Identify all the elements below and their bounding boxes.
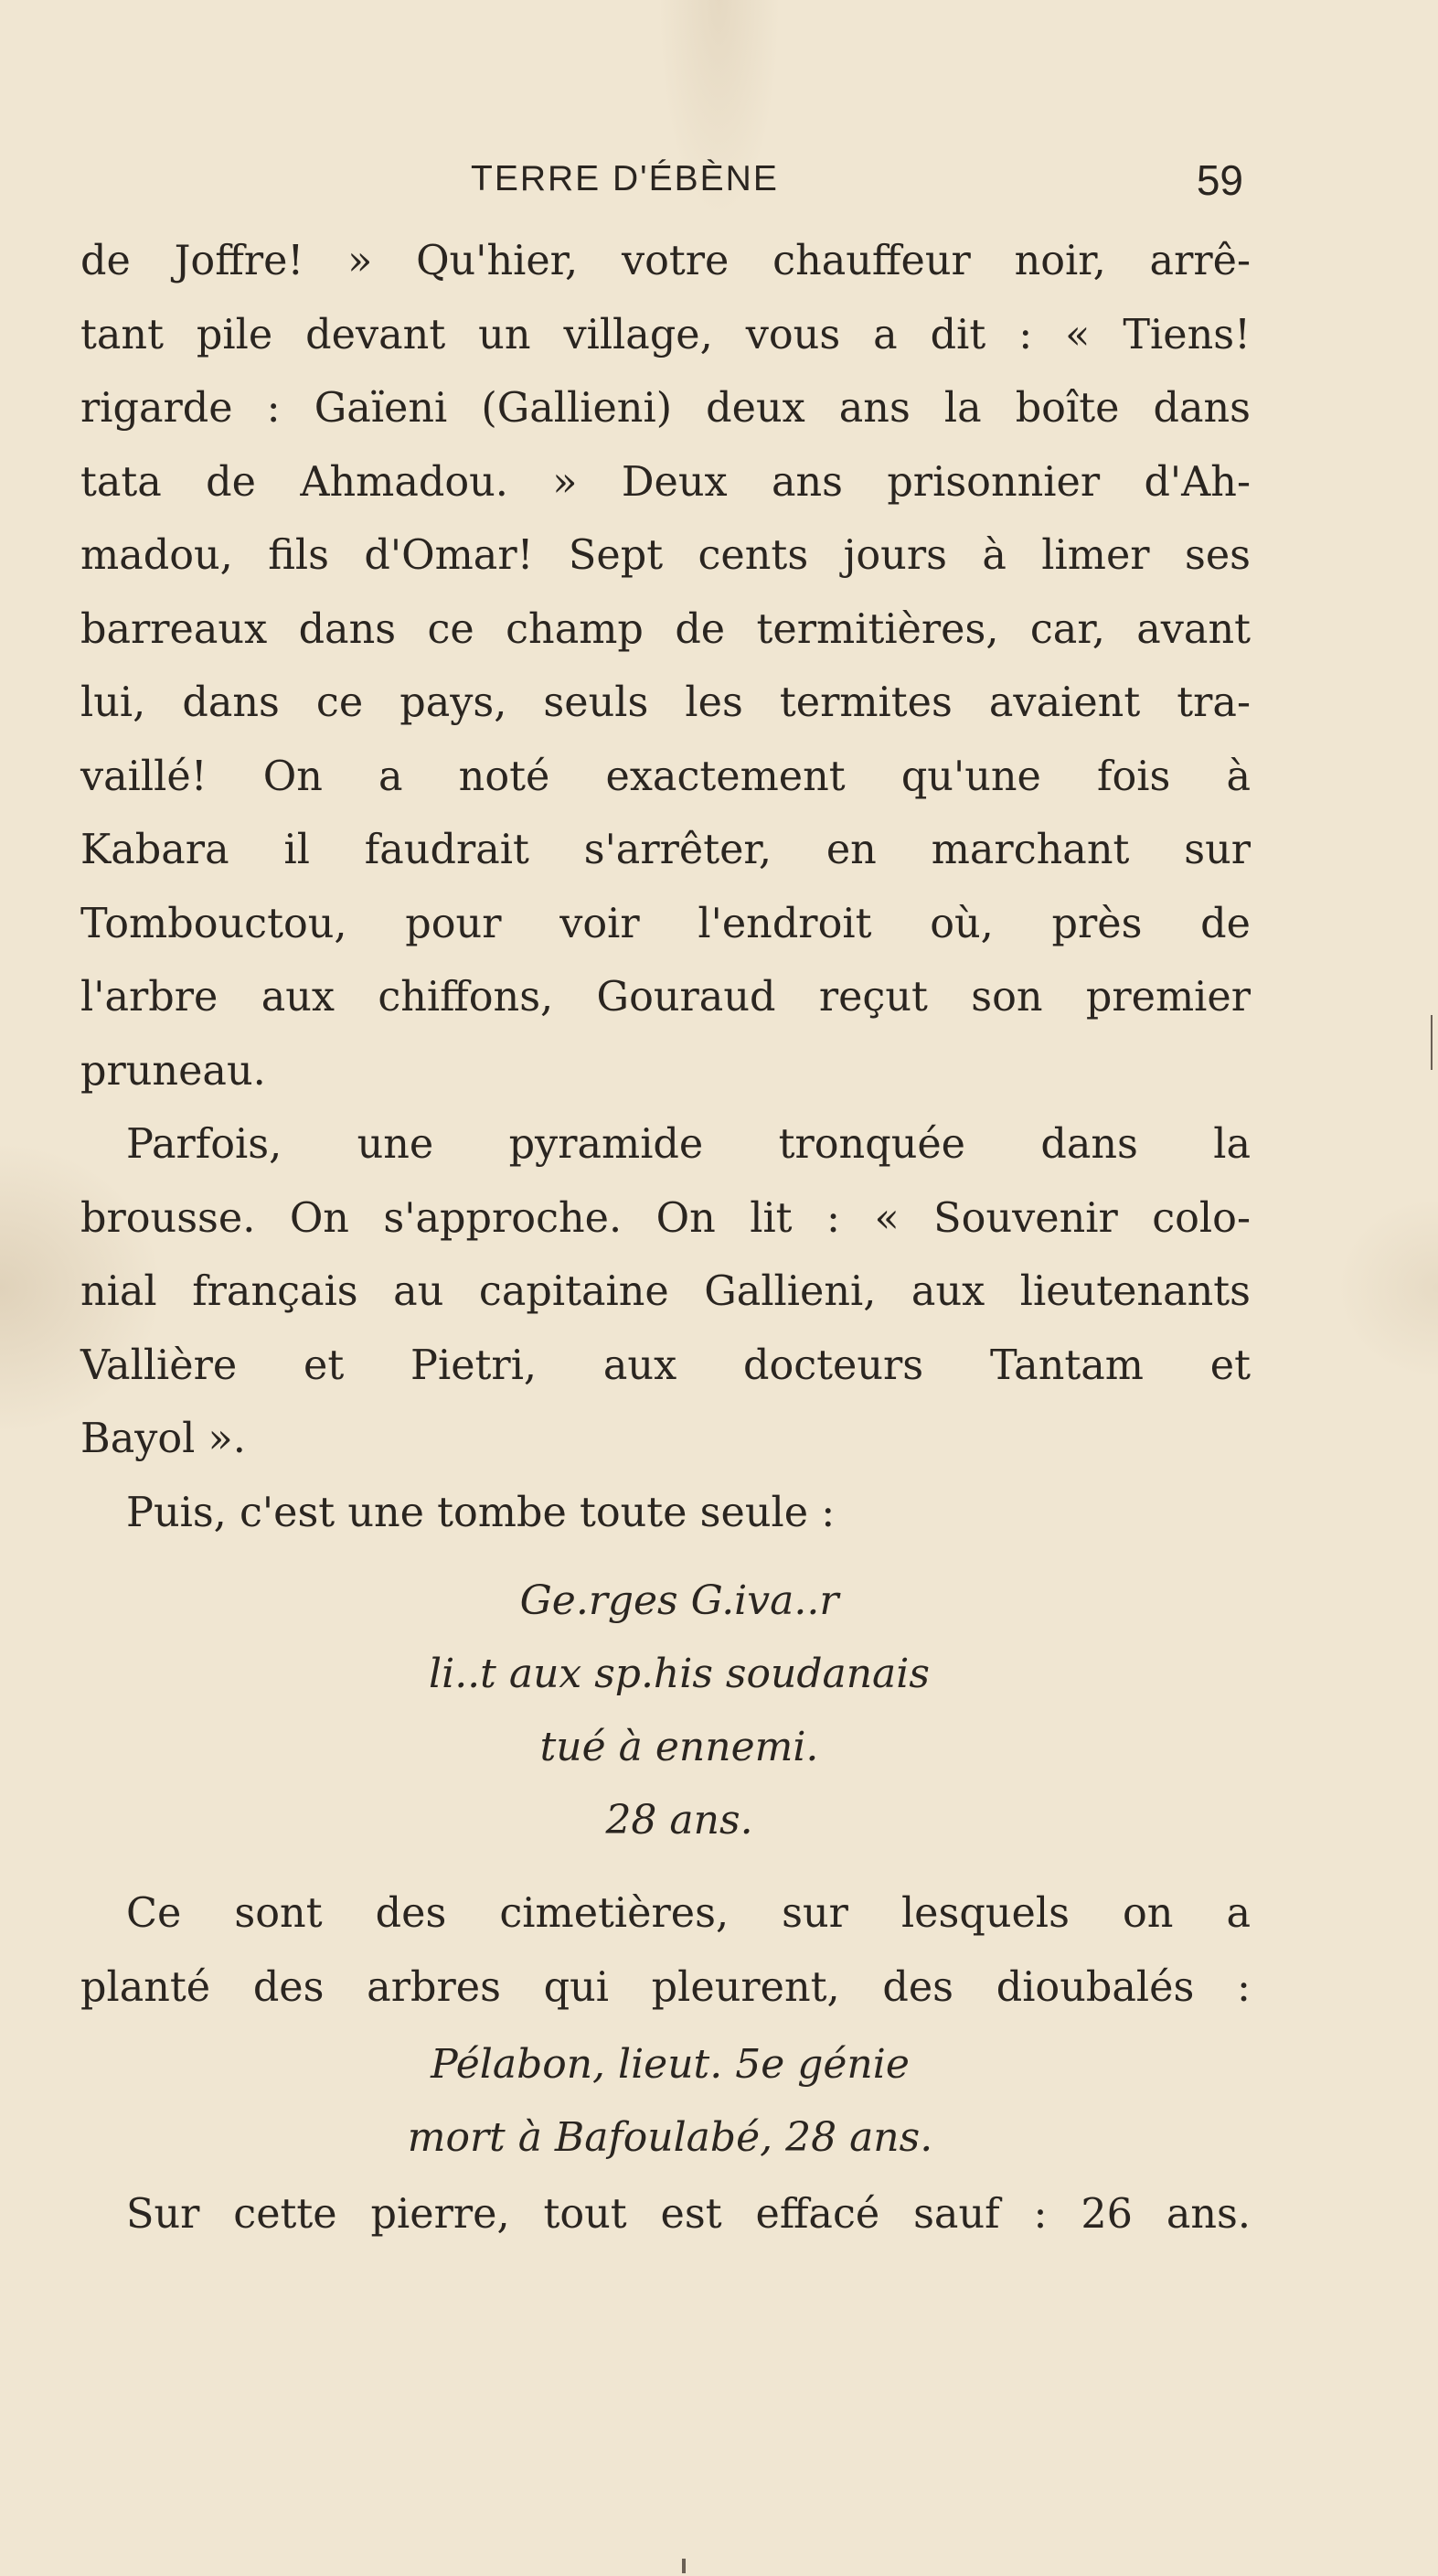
text-line: Tombouctou, pour voir l'endroit où, près de bbox=[80, 900, 1251, 947]
text-line: tata de Ahmadou. » Deux ans prisonnier d'Ah- bbox=[80, 458, 1251, 506]
page-header bbox=[457, 155, 1243, 210]
epitaph-line: li..t aux sp.his soudanais bbox=[429, 1651, 930, 1697]
text-line: brousse. On s'approche. On lit : « Souvenir colo- bbox=[80, 1194, 1251, 1242]
text-line: lui, dans ce pays, seuls les termites avaient tra- bbox=[80, 679, 1251, 726]
running-title: TERRE D'ÉBÈNE bbox=[471, 159, 779, 198]
epitaph-line: 28 ans. bbox=[605, 1797, 753, 1844]
epitaph-2 bbox=[80, 2028, 1251, 2175]
text-line: l'arbre aux chiffons, Gouraud reçut son premier bbox=[80, 974, 1251, 1021]
text-line: pruneau. bbox=[80, 1047, 266, 1095]
text-line: planté des arbres qui pleurent, des dioubalés : bbox=[80, 1963, 1251, 2011]
text-line: Puis, c'est une tombe toute seule : bbox=[126, 1489, 836, 1536]
page-number: 59 bbox=[1196, 156, 1243, 204]
text-line: Ce sont des cimetières, sur lesquels on a bbox=[126, 1890, 1251, 1937]
text-line: de Joffre! » Qu'hier, votre chauffeur noir, arrê- bbox=[80, 238, 1251, 284]
paragraph-4 bbox=[80, 1877, 1251, 2025]
epitaph-line: mort à Bafoulabé, 28 ans. bbox=[407, 2114, 933, 2161]
epitaph-line: tué à ennemi. bbox=[539, 1724, 819, 1770]
epitaph-line: Ge.rges G.iva..r bbox=[519, 1577, 839, 1624]
text-line: Kabara il faudrait s'arrêter, en marchant sur bbox=[80, 827, 1251, 873]
text-line: vaillé! On a noté exactement qu'une fois à bbox=[80, 753, 1251, 800]
epitaph-line: Pélabon, lieut. 5e génie bbox=[431, 2041, 910, 2088]
text-line: rigarde : Gaïeni (Gallieni) deux ans la boîte dans bbox=[80, 385, 1251, 432]
text-line: Sur cette pierre, tout est effacé sauf : 26 ans. bbox=[126, 2191, 1251, 2238]
edge-mark bbox=[1431, 1015, 1433, 1070]
body-text bbox=[80, 225, 1251, 2252]
text-line: barreaux dans ce champ de termitières, car, avant bbox=[80, 605, 1251, 653]
paragraph-5 bbox=[80, 2178, 1251, 2252]
text-line: Bayol ». bbox=[80, 1416, 246, 1462]
paragraph-3 bbox=[80, 1477, 1251, 1551]
edge-mark bbox=[682, 2559, 686, 2573]
text-line: Parfois, une pyramide tronquée dans la bbox=[126, 1121, 1251, 1168]
paragraph-1 bbox=[80, 225, 1251, 1108]
text-line: nial français au capitaine Gallieni, aux lieutenants bbox=[80, 1268, 1251, 1315]
text-line: madou, fils d'Omar! Sept cents jours à limer ses bbox=[80, 532, 1251, 579]
text-line: Vallière et Pietri, aux docteurs Tantam et bbox=[80, 1341, 1251, 1389]
epitaph-1 bbox=[80, 1565, 1251, 1857]
text-line: tant pile devant un village, vous a dit : « Tiens! bbox=[80, 311, 1251, 358]
paragraph-2 bbox=[80, 1108, 1251, 1477]
